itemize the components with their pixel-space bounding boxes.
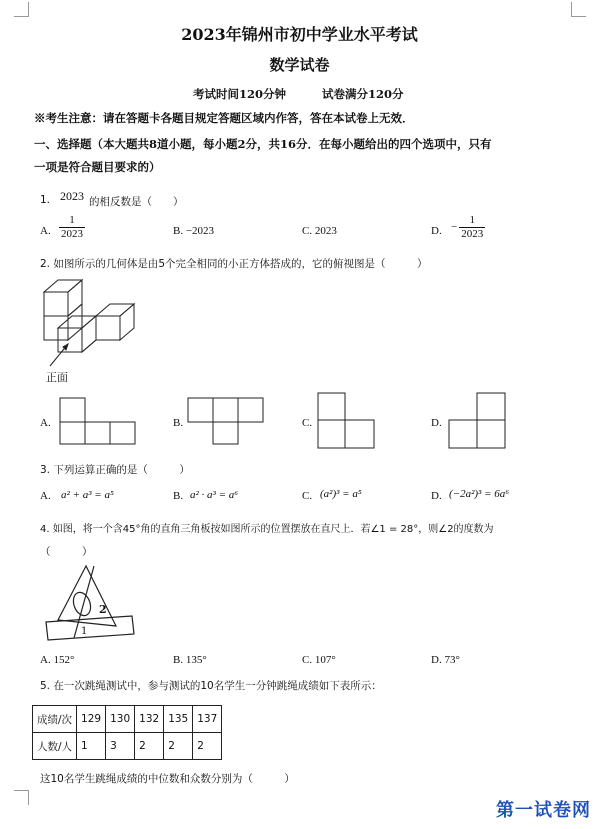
q4-option-a: A. 152° bbox=[40, 654, 75, 666]
q4-ruler-triangle-figure bbox=[40, 560, 140, 645]
table-cell: 2 bbox=[135, 733, 164, 760]
table-cell: 129 bbox=[77, 706, 106, 733]
table-cell: 135 bbox=[164, 706, 193, 733]
table-cell: 132 bbox=[135, 706, 164, 733]
q3-text: 3. 下列运算正确的是（ ） bbox=[40, 464, 190, 476]
q3-option-d-expr: (−2a²)³ = 6a⁶ bbox=[449, 488, 510, 500]
q4-angle-2-label: 2 bbox=[99, 603, 107, 616]
q3-option-c-label: C. bbox=[302, 490, 313, 502]
table-cell: 130 bbox=[106, 706, 135, 733]
q2-front-label: 正面 bbox=[46, 371, 68, 384]
q4-option-b: B. 135° bbox=[173, 654, 207, 666]
q4-text: 4. 如图，将一个含45°角的直角三角板按如图所示的位置摆放在直尺上．若∠1 = 28°，则∠2的度数为 bbox=[40, 524, 494, 535]
table-cell: 2 bbox=[164, 733, 193, 760]
table-cell: 1 bbox=[77, 733, 106, 760]
q1-option-d-label: D. bbox=[431, 225, 442, 237]
q3-option-d-label: D. bbox=[431, 490, 442, 502]
q2-option-a-figure bbox=[57, 396, 137, 446]
table-cell: 137 bbox=[193, 706, 222, 733]
q1-option-a-label: A. bbox=[40, 225, 51, 237]
table-row bbox=[33, 733, 222, 760]
q4-option-c: C. 107° bbox=[302, 654, 336, 666]
q3-option-a-label: A. bbox=[40, 490, 51, 502]
exam-subtitle: 数学试卷 bbox=[269, 56, 330, 74]
table-cell: 3 bbox=[106, 733, 135, 760]
q1-text: 的相反数是（ ） bbox=[89, 196, 184, 208]
section-heading-line2: 一项是符合题目要求的） bbox=[34, 160, 161, 174]
q3-option-b-expr: a² · a³ = a⁶ bbox=[190, 489, 239, 501]
table-row bbox=[33, 706, 222, 733]
q3-option-c-expr: (a²)³ = a⁵ bbox=[320, 488, 362, 500]
q1-option-d bbox=[451, 214, 487, 241]
q5-score-table bbox=[32, 705, 222, 760]
section-heading-line1: 一、选择题（本大题共8道小题，每小题2分，共16分．在每小题给出的四个选项中，只有 bbox=[34, 137, 492, 151]
exam-time: 考试时间120分钟 bbox=[193, 87, 287, 101]
q1-option-a-numerator: 1 bbox=[59, 214, 85, 228]
table-cell: 成绩/次 bbox=[33, 706, 77, 733]
q4-option-d: D. 73° bbox=[431, 654, 460, 666]
exam-notice: ※考生注意：请在答题卡各题目规定答题区域内作答，答在本试卷上无效． bbox=[34, 111, 414, 125]
q1-option-d-numerator: 1 bbox=[459, 214, 485, 228]
q1-option-b: B. −2023 bbox=[173, 225, 215, 237]
q1-option-c: C. 2023 bbox=[302, 225, 337, 237]
q2-option-c-figure bbox=[316, 391, 376, 451]
q5-followup: 这10名学生跳绳成绩的中位数和众数分别为（ ） bbox=[40, 773, 295, 785]
q2-option-b: B. bbox=[173, 417, 184, 429]
crop-mark-top-right bbox=[571, 2, 586, 17]
q3-option-a-expr: a² + a³ = a⁵ bbox=[61, 489, 114, 501]
q1-option-d-sign: − bbox=[451, 221, 458, 234]
crop-mark-top-left bbox=[14, 2, 29, 17]
q5-text: 5. 在一次跳绳测试中，参与测试的10名学生一分钟跳绳成绩如下表所示： bbox=[40, 680, 382, 692]
site-watermark: 第一试卷网 bbox=[496, 800, 591, 821]
exam-title: 2023年锦州市初中学业水平考试 bbox=[181, 25, 418, 44]
q1-option-a bbox=[57, 214, 87, 241]
q2-option-d: D. bbox=[431, 417, 442, 429]
table-cell: 人数/人 bbox=[33, 733, 77, 760]
q2-solid-figure bbox=[38, 274, 148, 384]
q1-number: 1. bbox=[40, 194, 51, 206]
exam-score: 试卷满分120分 bbox=[322, 87, 404, 101]
q1-option-d-denominator: 2023 bbox=[461, 228, 484, 240]
q4-paren: （ ） bbox=[40, 546, 93, 558]
table-cell: 2 bbox=[193, 733, 222, 760]
q2-text: 2. 如图所示的几何体是由5个完全相同的小正方体搭成的，它的俯视图是（ ） bbox=[40, 258, 428, 270]
q4-angle-1-label: 1 bbox=[81, 626, 88, 637]
q2-option-b-figure bbox=[186, 396, 266, 446]
crop-mark-bottom-left bbox=[14, 790, 29, 805]
q2-option-a: A. bbox=[40, 417, 51, 429]
q2-option-d-figure bbox=[447, 391, 507, 451]
q1-option-a-denominator: 2023 bbox=[61, 228, 83, 240]
q1-value: 2023 bbox=[60, 189, 84, 203]
q2-option-c: C. bbox=[302, 417, 313, 429]
q3-option-b-label: B. bbox=[173, 490, 184, 502]
